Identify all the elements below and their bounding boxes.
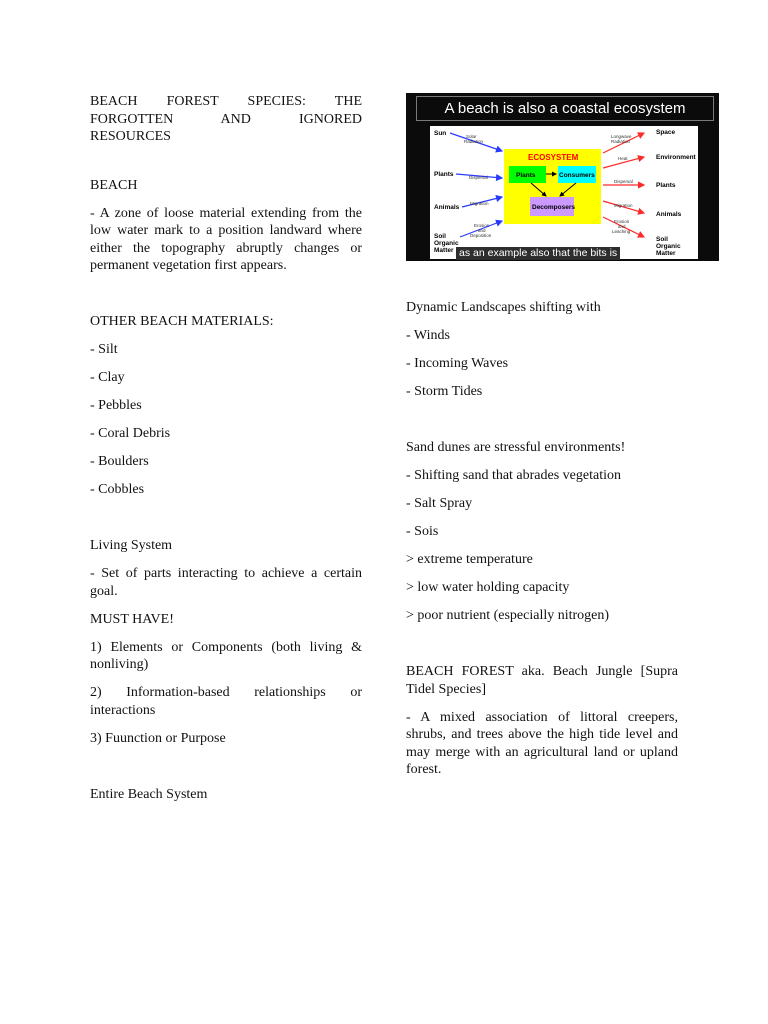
dynamic-item: - Incoming Waves: [406, 356, 509, 371]
right-column: [406, 93, 696, 789]
materials-heading: OTHER BEACH MATERIALS:: [90, 314, 274, 329]
title-line: RESOURCES: [90, 129, 171, 144]
beach-forest-heading: BEACH FOREST aka. Beach Jungle [Supra Tidel Species]: [406, 664, 678, 697]
input-label: Soil Organic Matter: [434, 233, 459, 254]
dunes-item: - Shifting sand that abrades vegetation: [406, 468, 621, 483]
output-arrow-label: Erosion and Leaching: [612, 219, 631, 234]
output-label: Plants: [656, 182, 676, 189]
input-arrow-label: Dispersal: [469, 175, 488, 180]
ecosystem-label: ECOSYSTEM: [528, 153, 579, 162]
left-column: [90, 93, 362, 814]
living-system-definition: - Set of parts interacting to achieve a certain goal.: [90, 566, 362, 599]
output-arrow-label: Migration: [614, 203, 633, 208]
input-label: Plants: [434, 171, 454, 178]
figure-title: A beach is also a coastal ecosystem: [416, 96, 714, 121]
material-item: - Coral Debris: [90, 426, 171, 441]
document-title: [90, 93, 362, 146]
dunes-item: - Salt Spray: [406, 496, 473, 511]
material-item: - Silt: [90, 342, 118, 357]
output-label: Space: [656, 129, 676, 136]
beach-forest-definition: - A mixed association of littoral creepers, shrubs, and trees above the high tide level and may merge with an agricultural land or upland forest.: [406, 709, 678, 777]
output-label: Environment: [656, 154, 696, 161]
beach-heading: BEACH: [90, 177, 138, 193]
output-arrow-label: Dispersal: [614, 179, 633, 184]
must-have-item: 3) Fuunction or Purpose: [90, 730, 226, 746]
material-item: - Cobbles: [90, 482, 145, 497]
dynamic-item: - Winds: [406, 328, 450, 343]
sand-dunes-heading: Sand dunes are stressful environments!: [406, 440, 626, 455]
dunes-item: > low water holding capacity: [406, 580, 570, 595]
dunes-item: - Sois: [406, 524, 439, 539]
material-item: - Clay: [90, 370, 125, 385]
input-arrow-label: Erosion and Deposition: [470, 223, 492, 238]
consumers-box-label: Consumers: [559, 172, 595, 179]
input-arrow-label: Solar Radiation: [464, 134, 484, 144]
dynamic-landscapes-heading: Dynamic Landscapes shifting with: [406, 300, 601, 315]
must-have-item: 2) Information-based relationships or interactions: [90, 685, 362, 718]
title-line: BEACH FOREST SPECIES: THE: [90, 94, 362, 109]
material-item: - Boulders: [90, 454, 149, 469]
output-label: Soil Organic Matter: [656, 236, 681, 257]
ecosystem-figure: [406, 93, 719, 261]
video-caption: as an example also that the bits is: [456, 247, 620, 260]
output-arrow-label: Heat: [618, 156, 628, 161]
output-arrow-label: Longwave Radiation: [611, 134, 632, 144]
must-have-item: 1) Elements or Components (both living & nonliving): [90, 639, 362, 672]
input-arrow-label: Migration: [470, 201, 489, 206]
living-system-heading: Living System: [90, 538, 173, 553]
plants-box-label: Plants: [516, 172, 536, 179]
beach-definition: - A zone of loose material extending from the low water mark to a position landward where either the topography abruptly changes or permanent vegetation first appears.: [90, 205, 362, 273]
material-item: - Pebbles: [90, 398, 142, 413]
dunes-item: > extreme temperature: [406, 552, 533, 567]
input-label: Animals: [434, 204, 460, 211]
decomposers-box-label: Decomposers: [532, 204, 575, 211]
input-label: Sun: [434, 130, 447, 137]
dunes-item: > poor nutrient (especially nitrogen): [406, 608, 610, 623]
output-label: Animals: [656, 211, 682, 218]
entire-beach-system: Entire Beach System: [90, 786, 208, 802]
title-line: FORGOTTEN AND IGNORED: [90, 111, 362, 127]
must-have-heading: MUST HAVE!: [90, 611, 174, 627]
dynamic-item: - Storm Tides: [406, 384, 483, 399]
